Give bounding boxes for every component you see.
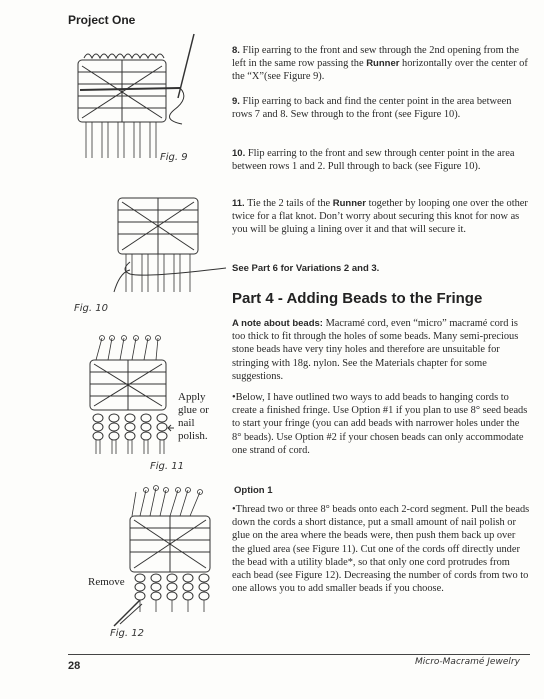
figure-10-illustration	[100, 188, 230, 298]
note-about-beads-label: A note about beads:	[232, 318, 323, 329]
figure-9-illustration	[70, 28, 200, 168]
note-about-beads	[232, 317, 530, 383]
below-outline-text: •Below, I have outlined two ways to add beads to hanging cords to create a finished fringe. Use Option #1 if you plan to use 8° seed beads to start your fringe (you can add beads with narrower holes under the 8° beads). Use Option #2 if your chosen beads can only accommodate one strand of cord.	[232, 392, 528, 456]
see-part-6-note: See Part 6 for Variations 2 and 3.	[232, 263, 380, 274]
part-4-heading: Part 4 - Adding Beads to the Fringe	[232, 290, 483, 307]
step-11	[232, 197, 530, 237]
apply-glue-line-1: Apply	[178, 391, 206, 403]
step-8-text-a: Flip earring to the front and sew through the 2nd opening from the left in the same row passing the	[232, 45, 519, 70]
page-number: 28	[68, 660, 81, 672]
step-10-text: Flip earring to the front and sew through center point in the area between rows 1 and 2. Pull through to back (see Figure 10).	[232, 148, 515, 173]
figure-12-caption: Fig. 12	[110, 628, 144, 639]
apply-glue-line-4: polish.	[178, 430, 208, 442]
project-title: Project One	[68, 13, 136, 27]
apply-glue-line-2: glue or	[178, 404, 209, 416]
step-10	[232, 147, 530, 173]
figure-12-illustration	[110, 480, 220, 630]
below-outline-paragraph	[232, 391, 530, 457]
option-1-text: •Thread two or three 8° beads onto each 2-cord segment. Pull the beads down the cords a short distance, put a small amount of nail polish or glue on the area where the beads were, then push them back up over the glued area (see Figure 11). Cut one of the cords off directly under the bead with a utility blade*, so that only one cord protrudes from each bead (see Figure 12). Decreasing the number of cords from two to one allows you to add smaller beads if you choose.	[232, 504, 530, 595]
step-8	[232, 44, 530, 84]
figure-11-illustration	[84, 330, 179, 460]
step-11-text-a: Tie the 2 tails of the	[247, 198, 333, 209]
step-8-runner: Runner	[366, 58, 400, 70]
note-about-beads-text: Macramé cord, even “micro” macramé cord is too thick to fit through the holes of some beads. Many semi-precious stone beads have very tiny holes and therefore are unsuitable for stringing with 18g. nylon. See the Materials chapter for some suggestions.	[232, 318, 519, 382]
book-title: Micro-Macramé Jewelry	[415, 657, 520, 667]
step-11-runner: Runner	[332, 198, 366, 209]
remove-note: Remove	[88, 576, 125, 588]
option-1-paragraph	[232, 503, 530, 595]
step-8-text-b: horizontally over the center of the “X”(see Figure 9).	[232, 58, 528, 83]
step-10-number: 10.	[232, 148, 246, 159]
option-1-label: Option 1	[234, 485, 273, 496]
footer-divider	[68, 654, 530, 655]
step-9-number: 9.	[232, 96, 240, 107]
apply-glue-line-3: nail	[178, 417, 195, 429]
step-8-number: 8.	[232, 45, 240, 56]
step-9	[232, 95, 530, 121]
figure-10-caption: Fig. 10	[74, 303, 108, 314]
step-11-text-b: together by looping one over the other twice for a flat knot. Don’t worry about securing this knot for now as you will be gluing a lining over it and that will secure it.	[232, 198, 528, 236]
step-11-number: 11.	[232, 198, 245, 209]
figure-11-caption: Fig. 11	[150, 461, 184, 472]
apply-glue-note	[178, 391, 209, 443]
figure-9-caption: Fig. 9	[160, 152, 188, 163]
step-9-text: Flip earring to back and find the center point in the area between rows 7 and 8. Sew through to the front (see Figure 10).	[232, 96, 512, 121]
